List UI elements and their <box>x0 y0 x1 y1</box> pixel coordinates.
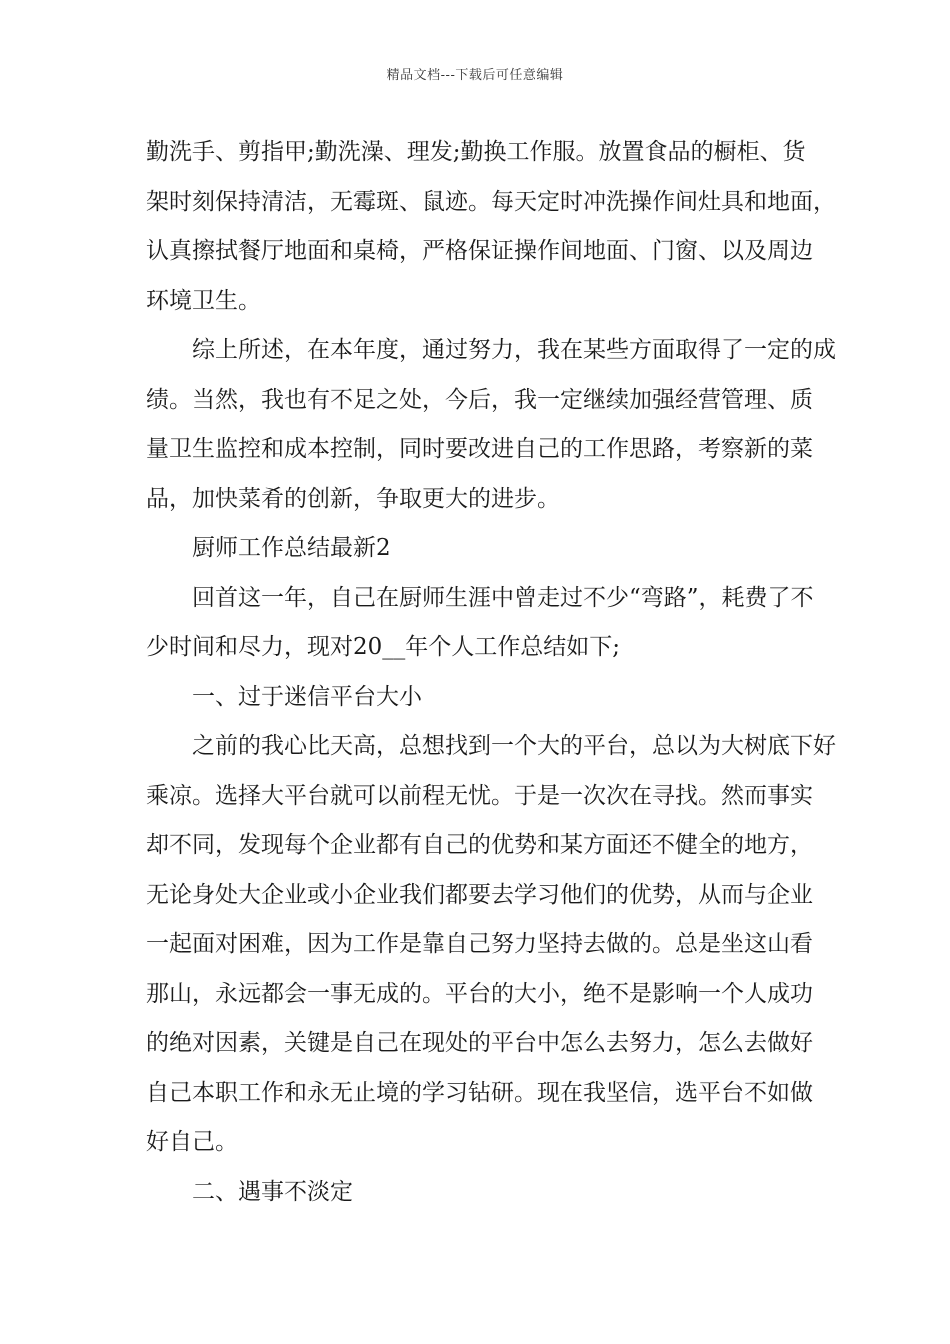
text-line: 厨师工作总结最新2 <box>146 535 391 561</box>
text-line: 一、过于迷信平台大小 <box>146 683 422 710</box>
text-line: 少时间和尽力，现对20__年个人工作总结如下; <box>146 634 621 660</box>
text-line: 乘凉。选择大平台就可以前程无忧。于是一次次在寻找。然而事实 <box>146 782 813 809</box>
text-line: 二、遇事不淡定 <box>146 1178 353 1205</box>
text-line: 综上所述，在本年度，通过努力，我在某些方面取得了一定的成 <box>146 337 836 363</box>
text-line: 那山，永远都会一事无成的。平台的大小，绝不是影响一个人成功 <box>146 980 813 1007</box>
paragraph-intro <box>146 574 826 673</box>
text-line: 环境卫生。 <box>146 287 261 314</box>
page-header: 精品文档---下载后可任意编辑 <box>386 68 564 83</box>
text-line: 勤洗手、剪指甲;勤洗澡、理发;勤换工作服。放置食品的橱柜、货 <box>146 139 806 165</box>
text-line: 量卫生监控和成本控制，同时要改进自己的工作思路，考察新的菜 <box>146 436 813 462</box>
subheading-two <box>146 1168 826 1218</box>
text-line: 一起面对困难，因为工作是靠自己努力坚持去做的。总是坐这山看 <box>146 931 813 957</box>
paragraph-summary <box>146 326 836 524</box>
text-line: 回首这一年，自己在厨师生涯中曾走过不少“弯路”，耗费了不 <box>146 584 814 611</box>
text-line: 绩。当然，我也有不足之处，今后，我一定继续加强经营管理、质 <box>146 386 813 413</box>
text-line: 自己本职工作和永无止境的学习钻研。现在我坚信，选平台不如做 <box>146 1079 813 1106</box>
text-line: 无论身处大企业或小企业我们都要去学习他们的优势，从而与企业 <box>146 881 813 908</box>
text-line: 却不同，发现每个企业都有自己的优势和某方面还不健全的地方， <box>146 832 813 858</box>
paragraph-platform <box>146 722 836 1168</box>
text-line: 好自己。 <box>146 1129 238 1155</box>
text-line: 认真擦拭餐厅地面和桌椅，严格保证操作间地面、门窗、以及周边 <box>146 238 813 264</box>
paragraph-hygiene <box>146 128 836 326</box>
text-line: 架时刻保持清洁，无霉斑、鼠迹。每天定时冲洗操作间灶具和地面， <box>146 188 836 215</box>
text-line: 品，加快菜肴的创新，争取更大的进步。 <box>146 485 560 512</box>
document-body <box>146 128 836 1217</box>
text-line: 之前的我心比天高，总想找到一个大的平台，总以为大树底下好 <box>146 733 836 759</box>
subheading-one <box>146 673 826 723</box>
text-line: 的绝对因素，关键是自己在现处的平台中怎么去努力，怎么去做好 <box>146 1030 813 1056</box>
section-title <box>146 524 826 574</box>
